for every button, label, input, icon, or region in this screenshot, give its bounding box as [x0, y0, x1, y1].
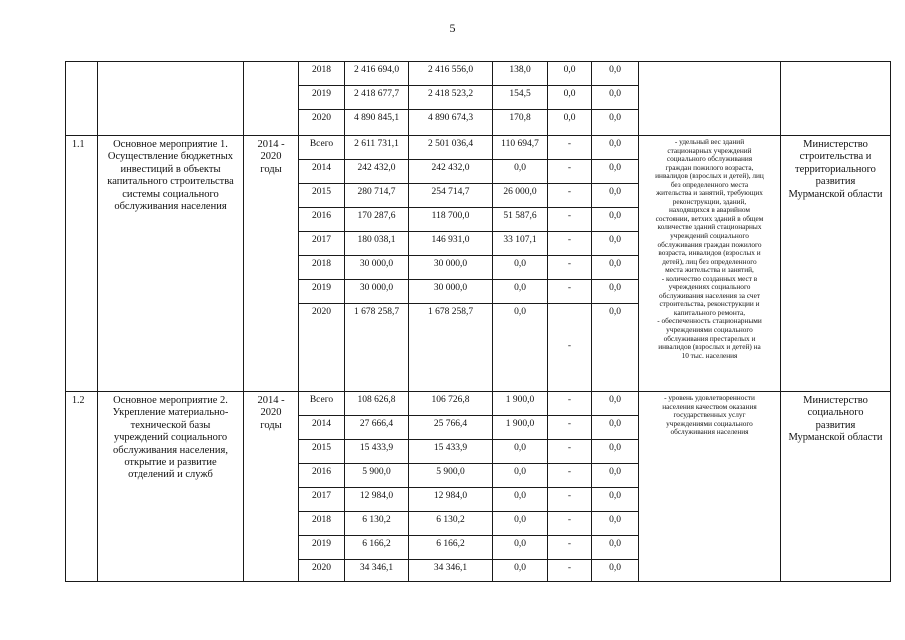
executor-line: Министерство	[803, 395, 868, 406]
total-cell: 12 984,0	[345, 488, 409, 512]
year-cell: 2018	[299, 256, 345, 280]
funding-cell: 146 931,0	[409, 232, 493, 256]
funding-cell: 1 900,0	[493, 392, 548, 416]
funding-cell: 242 432,0	[409, 160, 493, 184]
total-cell: 2 416 694,0	[345, 62, 409, 86]
table-row	[66, 392, 891, 416]
period	[244, 392, 299, 582]
activity-name-line: технической базы	[130, 419, 211, 431]
funding-cell: 0,0	[548, 62, 592, 86]
total-cell: 27 666,4	[345, 416, 409, 440]
indicator-line: обслуживания престарелых и	[663, 333, 756, 343]
period-line: годы	[260, 163, 282, 175]
activity-name-line: Основное мероприятие 1.	[113, 139, 228, 150]
indicator-line: стационарных учреждений	[667, 145, 752, 155]
activity-name-line: капитального строительства	[107, 176, 234, 188]
funding-cell: -	[548, 560, 592, 582]
indicator-line: социального обслуживания	[666, 154, 753, 164]
indicator-cell	[639, 62, 781, 136]
indicator-line: граждан пожилого возраста,	[665, 162, 754, 172]
indicator-line: - уровень удовлетворенности	[664, 393, 755, 402]
activity-name-line: отделений и служб	[128, 469, 213, 481]
funding-cell: 0,0	[592, 512, 639, 536]
funding-cell: 0,0	[493, 512, 548, 536]
funding-cell: -	[548, 232, 592, 256]
period-line: годы	[260, 419, 282, 431]
executor	[781, 392, 891, 582]
funding-cell: 254 714,7	[409, 184, 493, 208]
funding-cell: 6 166,2	[409, 536, 493, 560]
funding-cell: 51 587,6	[493, 208, 548, 232]
period-line: 2020	[260, 407, 282, 419]
funding-cell: 2 418 523,2	[409, 86, 493, 110]
executor-line: социального	[807, 407, 864, 419]
indicator-line: 10 тыс. населения	[681, 350, 738, 360]
funding-cell: 26 000,0	[493, 184, 548, 208]
total-cell: 15 433,9	[345, 440, 409, 464]
year-cell: 2014	[299, 160, 345, 184]
name-cell	[98, 62, 244, 136]
funding-cell: 110 694,7	[493, 136, 548, 160]
year-cell: 2017	[299, 488, 345, 512]
activity-name-line: учреждений социального	[113, 432, 228, 444]
indicator-line: - удельный вес зданий	[674, 137, 745, 146]
funding-cell: 106 726,8	[409, 392, 493, 416]
activity-name-line: обслуживания населения	[114, 201, 227, 213]
funding-cell: 0,0	[493, 160, 548, 184]
indicators	[639, 392, 781, 582]
funding-cell: 0,0	[493, 256, 548, 280]
funding-cell: 0,0	[592, 208, 639, 232]
indicator-line: инвалидов (взрослых и детей), лиц	[655, 171, 764, 181]
total-cell: 242 432,0	[345, 160, 409, 184]
executor	[781, 136, 891, 392]
executor-line: Министерство	[803, 139, 868, 150]
executor-line: развития	[815, 419, 856, 431]
year-cell: 2016	[299, 464, 345, 488]
funding-cell: 0,0	[493, 304, 548, 392]
indicator-line: строительства, реконструкции и	[659, 299, 760, 309]
funding-cell: 30 000,0	[409, 280, 493, 304]
indicator-line: места жительства и занятий,	[665, 265, 754, 275]
total-cell: 180 038,1	[345, 232, 409, 256]
indicator-line: возраста, инвалидов (взрослых и	[658, 248, 761, 258]
indicator-line: населения качеством оказания	[662, 401, 757, 411]
funding-cell: 1 678 258,7	[409, 304, 493, 392]
funding-cell: 0,0	[548, 86, 592, 110]
year-cell: 2016	[299, 208, 345, 232]
indicator-line: обслуживания населения за счет	[658, 290, 761, 300]
year-cell: 2015	[299, 184, 345, 208]
funding-cell: 0,0	[592, 280, 639, 304]
total-cell: 5 900,0	[345, 464, 409, 488]
year-cell: 2015	[299, 440, 345, 464]
activity-name-line: Осуществление бюджетных	[107, 151, 234, 163]
funding-cell: 170,8	[493, 110, 548, 136]
year-cell: 2019	[299, 280, 345, 304]
total-cell: 6 130,2	[345, 512, 409, 536]
indicator-line: инвалидов (взрослых и детей) на	[658, 342, 761, 352]
indicator-line: государственных услуг	[673, 410, 746, 420]
indicator-line: состоянии, ветхих зданий в общем	[655, 213, 764, 223]
funding-cell: 0,0	[493, 560, 548, 582]
section-number: 1.2	[66, 392, 98, 582]
total-cell: 34 346,1	[345, 560, 409, 582]
indicators	[639, 136, 781, 392]
funding-cell: 0,0	[493, 488, 548, 512]
executor-line: развития	[815, 176, 856, 188]
funding-cell: 34 346,1	[409, 560, 493, 582]
funding-cell: 0,0	[493, 464, 548, 488]
year-cell: Всего	[299, 136, 345, 160]
period-cell	[244, 62, 299, 136]
indicator-line: - количество созданных мест в	[661, 273, 758, 283]
funding-cell: 5 900,0	[409, 464, 493, 488]
funding-cell: 1 900,0	[493, 416, 548, 440]
funding-cell: -	[548, 160, 592, 184]
period-line: 2014 -	[257, 139, 285, 150]
funding-cell: 0,0	[592, 392, 639, 416]
executor-line: территориального	[795, 163, 876, 175]
funding-cell: -	[548, 440, 592, 464]
funding-cell: -	[548, 488, 592, 512]
funding-cell: 0,0	[592, 232, 639, 256]
page-number: 5	[449, 21, 456, 35]
funding-cell: -	[548, 392, 592, 416]
indicator-line: детей), лиц без определенного	[662, 256, 757, 266]
year-cell: 2017	[299, 232, 345, 256]
period-line: 2014 -	[257, 395, 285, 406]
executor-line: Мурманской области	[788, 432, 883, 444]
year-cell: 2019	[299, 536, 345, 560]
funding-cell: 33 107,1	[493, 232, 548, 256]
total-cell: 30 000,0	[345, 256, 409, 280]
funding-cell: 0,0	[592, 62, 639, 86]
funding-cell: -	[548, 464, 592, 488]
funding-cell: -	[548, 136, 592, 160]
indicator-line: - обеспеченность стационарными	[657, 316, 762, 326]
activity-name-line: системы социального	[122, 188, 219, 200]
period-line: 2020	[260, 151, 282, 163]
period	[244, 136, 299, 392]
executor-line: Мурманской области	[788, 188, 883, 200]
funding-cell: 154,5	[493, 86, 548, 110]
year-cell: 2014	[299, 416, 345, 440]
funding-cell: 0,0	[592, 160, 639, 184]
activity-name-line: Основное мероприятие 2.	[113, 395, 228, 406]
funding-cell: 0,0	[592, 256, 639, 280]
activity-name-line: обслуживания населения,	[113, 444, 228, 456]
section-number: 1.1	[66, 136, 98, 392]
year-cell: 2019	[299, 86, 345, 110]
funding-cell: 2 416 556,0	[409, 62, 493, 86]
year-cell: 2020	[299, 560, 345, 582]
funding-cell: 0,0	[493, 440, 548, 464]
funding-cell: -	[548, 208, 592, 232]
year-cell: 2018	[299, 512, 345, 536]
total-cell: 108 626,8	[345, 392, 409, 416]
indicator-line: жительства и занятий, требующих	[656, 188, 763, 198]
year-cell: 2020	[299, 110, 345, 136]
executor-line: строительства и	[799, 151, 872, 163]
funding-cell: 0,0	[592, 416, 639, 440]
funding-cell: 4 890 674,3	[409, 110, 493, 136]
activity-name-line: инвестиций в объекты	[120, 163, 221, 175]
total-cell: 1 678 258,7	[345, 304, 409, 392]
funding-cell: 0,0	[592, 304, 639, 392]
executor-cell	[781, 62, 891, 136]
funding-cell: 0,0	[548, 110, 592, 136]
funding-cell: 2 501 036,4	[409, 136, 493, 160]
indicator-line: реконструкции, зданий,	[672, 196, 747, 206]
funding-cell: 0,0	[592, 536, 639, 560]
table-row	[66, 62, 891, 86]
funding-cell: 0,0	[592, 464, 639, 488]
funding-cell: 0,0	[592, 136, 639, 160]
funding-cell: 0,0	[592, 560, 639, 582]
funding-cell: -	[548, 416, 592, 440]
funding-cell: 0,0	[493, 280, 548, 304]
funding-cell: 138,0	[493, 62, 548, 86]
activity-name-line: открытие и развитие	[124, 457, 217, 469]
total-cell: 2 418 677,7	[345, 86, 409, 110]
indicator-line: без определенного места	[670, 179, 749, 189]
funding-cell: 25 766,4	[409, 416, 493, 440]
total-cell: 30 000,0	[345, 280, 409, 304]
activity-name-line: Укрепление материально-	[112, 407, 229, 419]
funding-cell: 0,0	[592, 440, 639, 464]
funding-cell: 0,0	[592, 86, 639, 110]
total-cell: 6 166,2	[345, 536, 409, 560]
funding-cell: 0,0	[592, 110, 639, 136]
indicator-line: обслуживания граждан пожилого	[657, 239, 762, 249]
indicator-line: учреждениями социального	[666, 418, 753, 428]
table-row	[66, 136, 891, 160]
indicator-line: учреждений социального	[670, 231, 749, 241]
year-cell: 2020	[299, 304, 345, 392]
funding-cell: 12 984,0	[409, 488, 493, 512]
indicator-line: находящихся в аварийном	[669, 205, 750, 215]
year-cell: Всего	[299, 392, 345, 416]
total-cell: 2 611 731,1	[345, 136, 409, 160]
indicator-line: обслуживания населения	[670, 427, 749, 437]
year-cell: 2018	[299, 62, 345, 86]
program-activities-table	[65, 61, 891, 582]
total-cell: 280 714,7	[345, 184, 409, 208]
funding-cell: -	[548, 184, 592, 208]
total-cell: 170 287,6	[345, 208, 409, 232]
funding-cell: 0,0	[592, 488, 639, 512]
total-cell: 4 890 845,1	[345, 110, 409, 136]
indicator-line: учреждениями социального	[666, 325, 753, 335]
funding-cell: 118 700,0	[409, 208, 493, 232]
funding-cell: 0,0	[493, 536, 548, 560]
funding-cell: -	[548, 536, 592, 560]
indicator-line: количестве зданий стационарных	[657, 222, 762, 232]
funding-cell: -	[548, 280, 592, 304]
funding-cell: -	[548, 304, 592, 392]
activity-name	[98, 136, 244, 392]
indicator-line: учреждениях социального	[668, 282, 751, 292]
funding-cell: 30 000,0	[409, 256, 493, 280]
funding-cell: -	[548, 512, 592, 536]
funding-cell: -	[548, 256, 592, 280]
funding-cell: 6 130,2	[409, 512, 493, 536]
funding-cell: 0,0	[592, 184, 639, 208]
activity-name	[98, 392, 244, 582]
num-cell	[66, 62, 98, 136]
indicator-line: капитального ремонта,	[673, 307, 746, 317]
funding-cell: 15 433,9	[409, 440, 493, 464]
